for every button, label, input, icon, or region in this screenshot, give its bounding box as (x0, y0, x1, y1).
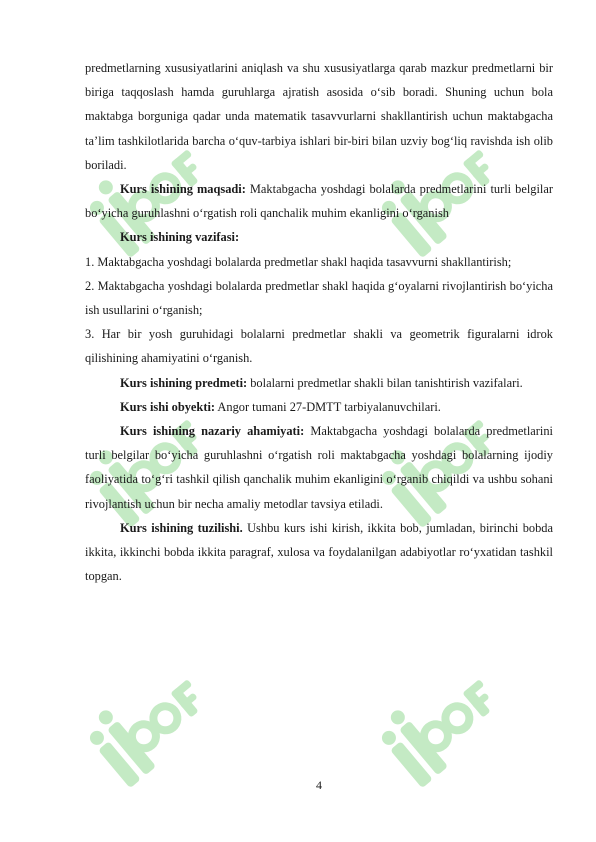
paragraph-goal (85, 177, 553, 225)
paragraph-text: bolalarni predmetlar shakli bilan tanishtirish vazifalari. (247, 375, 523, 390)
paragraph-structure (85, 516, 553, 589)
paragraph-text: 3. Har bir yosh guruhidagi bolalarni predmetlar shakli va geometrik figuralarni idrok qilishining ahamiyatini o‘rganish. (85, 327, 553, 366)
paragraph-intro-continuation (85, 56, 553, 177)
paragraph-text: Maktabgacha yoshdagi bolalarda predmetlarini turli belgilar bo‘yicha guruhlashni o‘rgatish roli maktabgacha yoshdagi bolalarning ijodiy faoliyatida to‘g‘ri tashkil qilish qanchalik muhim ekanligini o‘rganib chiqildi va ushbu sohani rivojlantish uchun bir necha amaliy metodlar tavsiya etiladi. (85, 424, 553, 511)
paragraph-task-3 (85, 322, 553, 370)
paragraph-theoretical-significance (85, 419, 553, 516)
paragraph-task-1 (85, 250, 553, 274)
paragraph-text: Maktabgacha yoshdagi bolalarda predmetlarini turli belgilar bo‘yicha guruhlashni o‘rgatish roli qanchalik muhim ekanligini o‘rganish (85, 182, 553, 221)
paragraph-object (85, 395, 553, 419)
paragraph-heading: Kurs ishi obyekti: (120, 399, 216, 414)
paragraph-text: 1. Maktabgacha yoshdagi bolalarda predmetlar shakl haqida tasavvurni shakllantirish; (85, 254, 512, 269)
paragraph-text: 2. Maktabgacha yoshdagi bolalarda predmetlar shakl haqida g‘oyalarni rivojlantirish bo‘yicha ish usullarini o‘rganish; (85, 278, 553, 318)
paragraph-heading: Kurs ishining nazariy ahamiyati: (120, 424, 305, 439)
paragraph-text: Ushbu kurs ishi kirish, ikkita bob, jumladan, birinchi bobda ikkita, ikkinchi bobda ikkita paragraf, xulosa va foydalanilgan adabiyotlar ro‘yxatidan tashkil topgan. (85, 520, 553, 584)
paragraph-heading: Kurs ishining vazifasi: (120, 230, 240, 245)
document-body (85, 56, 553, 588)
paragraph-heading: Kurs ishining maqsadi: (120, 182, 246, 197)
paragraph-subject (85, 371, 553, 395)
paragraph-task-2 (85, 274, 553, 322)
paragraph-text: Angor tumani 27-DMTT tarbiyalanuvchilari. (215, 399, 441, 414)
paragraph-heading: Kurs ishining predmeti: (120, 375, 248, 390)
page-number: 4 (316, 778, 322, 792)
paragraph-tasks-heading (85, 225, 553, 249)
paragraph-heading: Kurs ishining tuzilishi. (120, 520, 243, 535)
paragraph-text: predmetlarning xususiyatlarini aniqlash va shu xususiyatlarga qarab mazkur predmetlarni bir biriga taqqoslash hamda guruhlarga ajratish asosida o‘sib boradi. Shuning uchun bola maktabga borguniga qadar unda matematik tasavvurlarni shakllantirish uchun maktabgacha ta’lim tashkilotlarida barcha o‘quv-tarbiya ishlari bir-biri bilan uzviy bog‘liq ravishda ish olib boriladi. (85, 61, 553, 172)
